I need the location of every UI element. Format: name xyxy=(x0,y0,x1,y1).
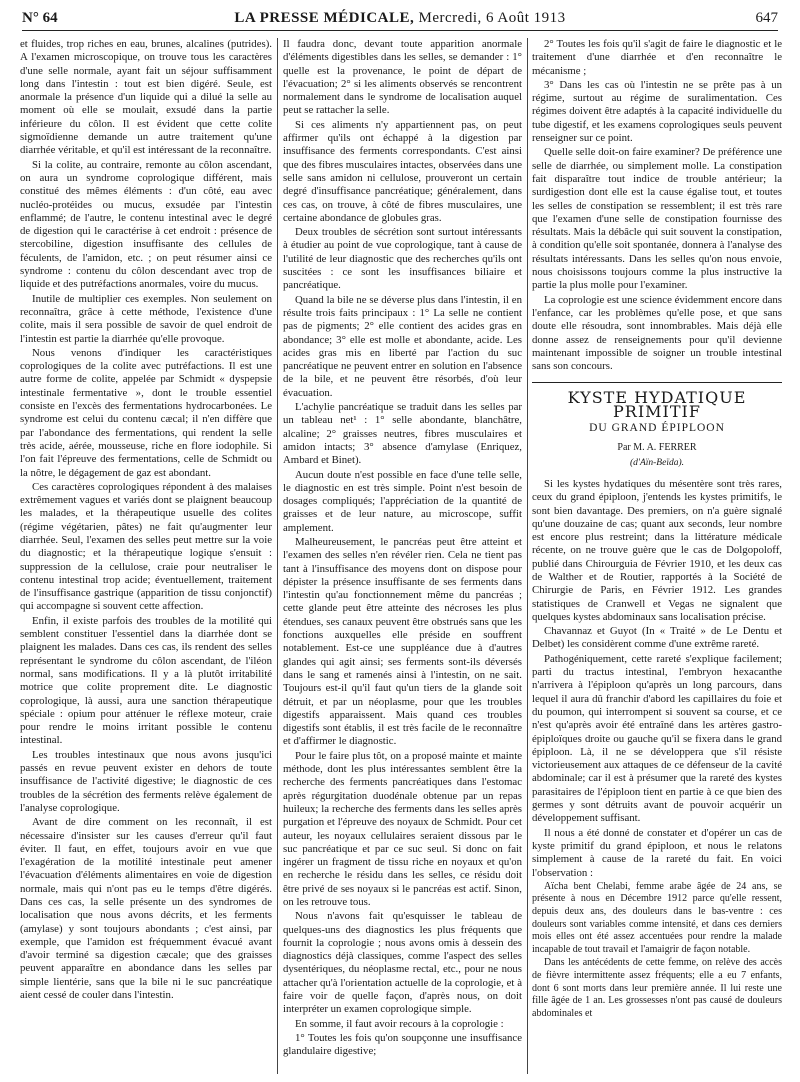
paragraph: Il faudra donc, devant toute apparition anormale d'éléments digestibles dans les selles, se demander : 1° quelle est la provenance, le point de départ de l'évacuation; 2° si les aliments observés se rencontrent normalement dans le syndrome de localisation auquel peut se rattacher la selle. xyxy=(283,38,522,117)
paragraph: Pour le faire plus tôt, on a proposé mainte et mainte méthode, dont les plus intéressantes semblent être la recherche des ferments pancréatiques dans l'estomac après régurgitation duodénale obtenue par un repas huileux; la recherche des ferments dans les selles après purgation et l'épreuve des noyaux de Schmidt. Pour cet auteur, les noyaux cellulaires seraient dissous par le suc pancréatique et par ce suc seul. Si donc on fait ingérer un fragment de tissu riche en noyaux et qu'on en recherche le résidu dans les selles, ce résidu doit être privé de ses noyaux si le pancréas est actif. Sinon, on les retrouve tous. xyxy=(283,749,522,908)
paragraph: Si ces aliments n'y appartiennent pas, on peut affirmer qu'ils ont échappé à la digestion par insuffisance des ferments correspondants. C'est ainsi que des fibres musculaires intactes, observées dans une selle sans amidon ni cellulose, prouveront un certain degré d'insuffisance pancréatique; généralement, dans ces cas, on trouve, à côté de fibres musculaires, une certaine abondance de globules gras. xyxy=(283,118,522,224)
article-title: KYSTE HYDATIQUE PRIMITIF xyxy=(567,388,747,421)
paragraph: Si les kystes hydatiques du mésentère sont très rares, ceux du grand épiploon, j'entends les kystes primitifs, le sont bien davantage. Des premiers, on n'a guère signalé qu'une douzaine de cas; quant aux seconds, leur nombre est encore plus restreint; dans la littérature médicale récente, on ne trouve guère que le cas de Dolgopoloff, publié dans Chirourguia de Février 1910, et les deux cas de Walther et de Routier, rapportés à la Société de Chirurgie de Paris, en Février 1912. Les grandes statistiques de Cranwell et Vegas ne signalent que quelques kystes abdominaux sans localisation précise. xyxy=(532,477,782,623)
column-1 xyxy=(20,38,272,1074)
column-divider xyxy=(277,38,278,1074)
paragraph: Deux troubles de sécrétion sont surtout intéressants à étudier au point de vue coprologique, tant à cause de l'utilité de leur diagnostic que des recherches qu'ils ont suscitées : ce sont les insuffisances biliaire et pancréatique. xyxy=(283,226,522,292)
paragraph: Chavannaz et Guyot (In « Traité » de Le Dentu et Delbet) les considèrent comme d'une extrême rareté. xyxy=(532,625,782,651)
paragraph: En somme, il faut avoir recours à la coprologie : xyxy=(295,1017,504,1030)
column-2 xyxy=(283,38,522,1074)
paragraph: Nous n'avons fait qu'esquisser le tableau de quelques-uns des diagnostics les plus fréquents que fournit la coprologie ; nous avons omis à dessein des diagnostics déjà classiques, comme l'aspect des selles dysentériques, du néoplasme rectal, etc., pour ne nous attacher qu'à l'orientation actuelle de la coprologie, et à faire voir de quelle façon, d'après nous, on doit interpréter un examen coprologique simple. xyxy=(283,910,522,1016)
paragraph: Aucun doute n'est possible en face d'une telle selle, le diagnostic en est très simple. Point n'est besoin de dosages compliqués; l'appréciation de la quantité de graisses et de leur nature, au microscope, suffit amplement. xyxy=(283,468,522,534)
paragraph: Nous venons d'indiquer les caractéristiques coprologiques de la colite avec putréfactions. Il est une autre forme de colite, appelée par Schmidt « dyspepsie intestinale fermentative », dont le trouble essentiel consiste en l'excès des fermentations hydrocarbonées. Le syndrome est celui du contenu cæcal; il n'en diffère que par l'abondance des fermentations, qui rendent la selle très acide, aérée, mousseuse, riche en flore iodophile. Si l'on fait l'épreuve des fermentations, celle de Schmidt ou la nôtre, le dégagement de gaz est abondant. xyxy=(20,346,272,479)
article-author: Par M. A. FERRER xyxy=(617,442,697,454)
paragraph: Quand la bile ne se déverse plus dans l'intestin, il en résulte trois faits principaux : 1° La selle ne contient pas de pigments; 2° elle contient des acides gras en abondance; 3° elle est molle et abondante, acide. Les acides gras mis en liberté par l'action du suc pancréatique ne peuvent entrer en solution en l'absence de la bile, et ne peuvent être résorbés, d'où leur évacuation. xyxy=(283,293,522,399)
paragraph: La coprologie est une science évidemment encore dans l'enfance, car les problèmes qu'elle pose, et que sans doute elle résoudra, sont innombrables. Mais déjà elle donne assez de renseignements pour qu'il devienne maintenant impossible de soigner un trouble intestinal sans son concours. xyxy=(532,293,782,373)
paragraph: Il nous a été donné de constater et d'opérer un cas de kyste primitif du grand épiploon, et nous le relatons simplement à cause de la rareté du fait. En voici l'observation : xyxy=(532,826,782,879)
paragraph: Ces caractères coprologiques répondent à des malaises extrêmement vagues et variés dont se plaignent beaucoup les malades, et la thérapeutique usuelle des colites (régime végétarien, pâtes) ne fait qu'augmenter leur diarrhée. Seul, l'examen des selles peut mettre sur la voie du diagnostic; et la thérapeutique logique s'ensuit : suppression de la cellulose, craie pour neutraliser le contenu intestinal trop acide; éventuellement, traitement de l'insuffisance gastrique (apparition de tissu conjonctif) qui accompagne si souvent cette affection. xyxy=(20,480,272,613)
paragraph: 2° Toutes les fois qu'il s'agit de faire le diagnostic et le traitement d'une diarrhée et d'en reconnaître le mécanisme ; xyxy=(532,38,782,77)
paragraph: Pathogéniquement, cette rareté s'explique facilement; parti du tractus intestinal, l'embryon hexacanthe n'arrivera à l'épiploon qu'après un long parcours, dans lequel il aura dû franchir d'abord les capillaires du foie et du poumon, qui interrompent si souvent sa course, et ce n'est qu'après avoir été entraîné dans les artères gastro-épiploïques droite ou gauche qu'il se fixera dans le grand épiploon. Là, il ne se développera que s'il résiste victorieusement aux attaques de ce défenseur de la cavité abdominale; car il est à présumer que la rareté des kystes parasitaires de l'épiploon tient en partie à ce que bien des germes y sont détruits avant de pouvoir acquérir un développement suffisant. xyxy=(532,652,782,825)
paragraph: Enfin, il existe parfois des troubles de la motilité qui semblent constituer l'essentiel dans la diarrhée dont se plaignent les malades. Dans ces cas, ils rendent des selles représentant le syndrome du côlon ascendant, de l'iléon normal, sans modifications. Il y a là plutôt irritabilité motrice que colite proprement dite. Le diagnostic coprologique, là aussi, aura une sanction thérapeutique spéciale : opium pour atténuer le réflexe moteur, craie pour rendre le moins irritant possible le contenu intestinal. xyxy=(20,614,272,747)
paragraph: 1° Toutes les fois qu'on soupçonne une insuffisance glandulaire digestive; xyxy=(283,1031,522,1058)
page-header xyxy=(22,8,778,31)
paragraph: L'achylie pancréatique se traduit dans les selles par un tableau net¹ : 1° selle abondante, blanchâtre, alcaline; 2° graisses neutres, fibres musculaires et amidon intacts; 3° absence d'amylase (Enriquez, Ambard et Binet). xyxy=(283,401,522,467)
article-separator xyxy=(532,382,782,383)
paragraph: 3° Dans les cas où l'intestin ne se prête pas à un régime, surtout au régime de suralimentation. Ces régimes doivent être adaptés à la capacité individuelle du tube digestif, et les examens coprologiques seuls peuvent renseigner sur ce point. xyxy=(532,78,782,145)
observation-paragraph: Aïcha bent Chelabi, femme arabe âgée de 24 ans, se présente à nous en Décembre 1912 parce qu'elle ressent, depuis deux ans, des douleurs dans le bas-ventre : ces douleurs sont variables comme intensité, et dans ces derniers mois elles ont été assez accentuées pour rendre la malade incapable de tout travail et l'amaigrir de façon notable. xyxy=(532,880,782,955)
paragraph: Si la colite, au contraire, remonte au côlon ascendant, on aura un syndrome coprologique différent, mais constitué des mêmes éléments : d'un côté, eau avec nucléo-protéides ou mucus, exsudée par l'intestin enflammé; de l'autre, le contenu intestinal avec le degré de digestion qui le caractérise à cet endroit : présence de stercobiline, digestion insuffisante des cellules de féculents, de l'amidon, etc. ; on peut résumer ainsi ce syndrome : contenu du côlon descendant avec trop de liquide et des putréfactions anormales, voire du mucus. xyxy=(20,158,272,291)
paragraph: et fluides, trop riches en eau, brunes, alcalines (putrides). A l'examen microscopique, on trouve tous les caractères d'une selle normale, ayant fait un séjour suffisamment long dans l'intestin : tout est bien digéré. Seule, est anormale la présence d'un liquide qui a dilué la selle au moment où elle se moulait, exsudé dans la partie inférieure du côlon. Il est évident que cette colite sigmoïdienne demande un autre traitement qu'une diarrhée véritable, et qu'il est intéressant de la reconnaître. xyxy=(20,38,272,157)
journal-name: LA PRESSE MÉDICALE, xyxy=(234,10,415,26)
page-number: 647 xyxy=(755,10,778,26)
paragraph: Les troubles intestinaux que nous avons jusqu'ici passés en revue peuvent exister en dehors de toute insuffisance de l'activité digestive; le diagnostic de ces troubles de la sécrétion des ferments relève également de l'analyse coprologique. xyxy=(20,748,272,814)
column-divider xyxy=(527,38,528,1074)
paragraph: Malheureusement, le pancréas peut être atteint et l'examen des selles n'en révéler rien. Cela ne tient pas tant à l'insuffisance des moyens dont on dispose pour dépister la présence insuffisante de ses ferments dans l'intestin qu'au fonctionnement même du pancréas ; cette glande peut être atteinte des nécroses les plus étendues, ses canaux peuvent être obstrués sans que les fonctions auxquelles elle préside en souffrent notablement. Est-ce une suppléance due à d'autres glandes qui agit ainsi; ses ferments sont-ils déversés dans le sang et ramenés ainsi à l'intestin, on ne sait. Toujours est-il qu'il faut qu'un tiers de la glande soit détruit, et par un néoplasme, pour que les troubles digestifs apparaissent. Mais quand ces troubles digestifs sont établis, il est très facile de le reconnaître et d'affirmer le diagnostic. xyxy=(283,535,522,748)
article-affiliation: (d'Aïn-Beïda). xyxy=(630,457,684,468)
issue-date: Mercredi, 6 Août 1913 xyxy=(414,10,566,26)
column-3 xyxy=(532,38,782,1074)
observation-paragraph: Dans les antécédents de cette femme, on relève des accès de fièvre intermittente assez fréquents; elle a eu 7 enfants, dont 6 sont morts dans leur première année. Il lui reste une fille âgée de 1 an. Les grossesses n'ont pas causé de douleurs abdominales et xyxy=(532,957,782,1019)
article-subtitle: DU GRAND ÉPIPLOON xyxy=(589,422,725,435)
paragraph: Quelle selle doit-on faire examiner? De préférence une selle de diarrhée, ou simplement molle. La constipation fait disparaître tout indice de trouble antérieur; la surdigestion dont elle est la cause égalise tout, et toutes les selles de constipation se ressemblent; il est très rare que l'examen d'une selle de constipation fournisse des résultats. Mais la débâcle qui suit souvent la constipation, à condition qu'elle soit spontanée, donnera à l'analyse des résultats intéressants. Dans les selles qu'on nous envoie, nous choisissons toujours comme la plus instructive la partie la plus molle pour l'examiner. xyxy=(532,146,782,292)
journal-title xyxy=(22,10,778,27)
paragraph: Inutile de multiplier ces exemples. Non seulement on reconnaîtra, grâce à cette méthode, l'existence d'une colite, mais il sera possible de savoir de quel endroit de l'intestin est partie la diarrhée qu'elle provoque. xyxy=(20,292,272,345)
paragraph: Avant de dire comment on les reconnaît, il est nécessaire d'insister sur les causes d'erreur qu'il faut éviter. Il faut, en effet, toujours avoir en vue que l'exagération de la motilité intestinale peut amener l'évacuation d'éléments alimentaires en voie de digestion normale, mais qui n'ont pas eu le temps d'être digérés. Dans ces cas, la selle présente un des syndromes de localisation que nous avons décrits, et les ferments (amylase) y sont toujours abondants ; c'est ainsi, par exemple, que l'amidon est fréquemment évacué avant d'avoir terminé sa digestion cæcale; que des graisses peuvent apparaître en abondance dans les selles par simple lientérie, sans que la bile ni le suc pancréatique aient cessé de couler dans l'intestin. xyxy=(20,816,272,1002)
issue-number: N° 64 xyxy=(22,10,58,26)
